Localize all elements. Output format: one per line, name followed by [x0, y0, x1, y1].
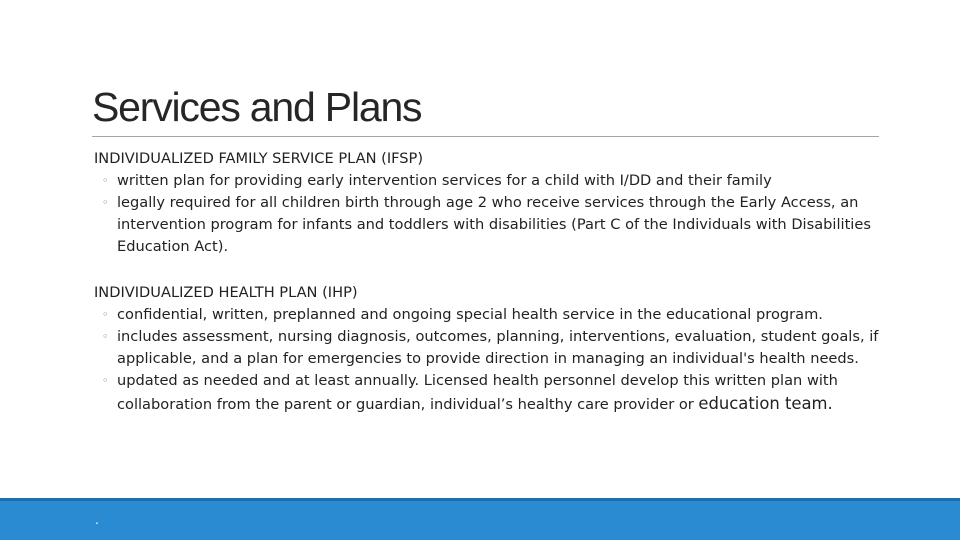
list-item	[94, 192, 884, 258]
bullet-icon: ◦	[102, 174, 109, 187]
section-heading-ifsp: INDIVIDUALIZED FAMILY SERVICE PLAN (IFSP)	[94, 150, 424, 167]
bullet-icon: ◦	[102, 374, 109, 387]
ihp-section	[94, 282, 884, 416]
ihp-bullet-list	[94, 304, 884, 416]
bullet-text-continuation: education team.	[698, 394, 833, 413]
ifsp-section	[94, 148, 884, 258]
bullet-icon: ◦	[102, 308, 109, 321]
bullet-text: confidential, written, preplanned and ongoing special health service in the educational program.	[117, 306, 823, 323]
list-item	[94, 370, 884, 416]
bullet-icon: ◦	[102, 330, 109, 343]
list-item	[94, 326, 884, 370]
section-heading-ihp: INDIVIDUALIZED HEALTH PLAN (IHP)	[94, 284, 358, 301]
bullet-text: written plan for providing early intervention services for a child with I/DD and their family	[117, 172, 772, 189]
section-gap	[94, 258, 884, 282]
footer-slide-number: .	[95, 513, 99, 527]
bullet-icon: ◦	[102, 196, 109, 209]
slide-body	[94, 148, 884, 416]
bullet-text: legally required for all children birth through age 2 who receive services through the Early Access, an intervention program for infants and toddlers with disabilities (Part C of the Individuals with Disabilities Education Act).	[117, 194, 871, 255]
list-item	[94, 170, 884, 192]
slide-title: Services and Plans	[92, 84, 422, 130]
bullet-text: includes assessment, nursing diagnosis, outcomes, planning, interventions, evaluation, student goals, if applicable, and a plan for emergencies to provide direction in managing an individual's health needs.	[117, 328, 879, 367]
bullet-text: updated as needed and at least annually. Licensed health personnel develop this written plan with collaboration from the parent or guardian, individual’s healthy care provider or	[117, 372, 838, 413]
ifsp-bullet-list	[94, 170, 884, 258]
list-item	[94, 304, 884, 326]
footer-accent-bar	[0, 498, 960, 540]
title-divider	[92, 136, 879, 137]
